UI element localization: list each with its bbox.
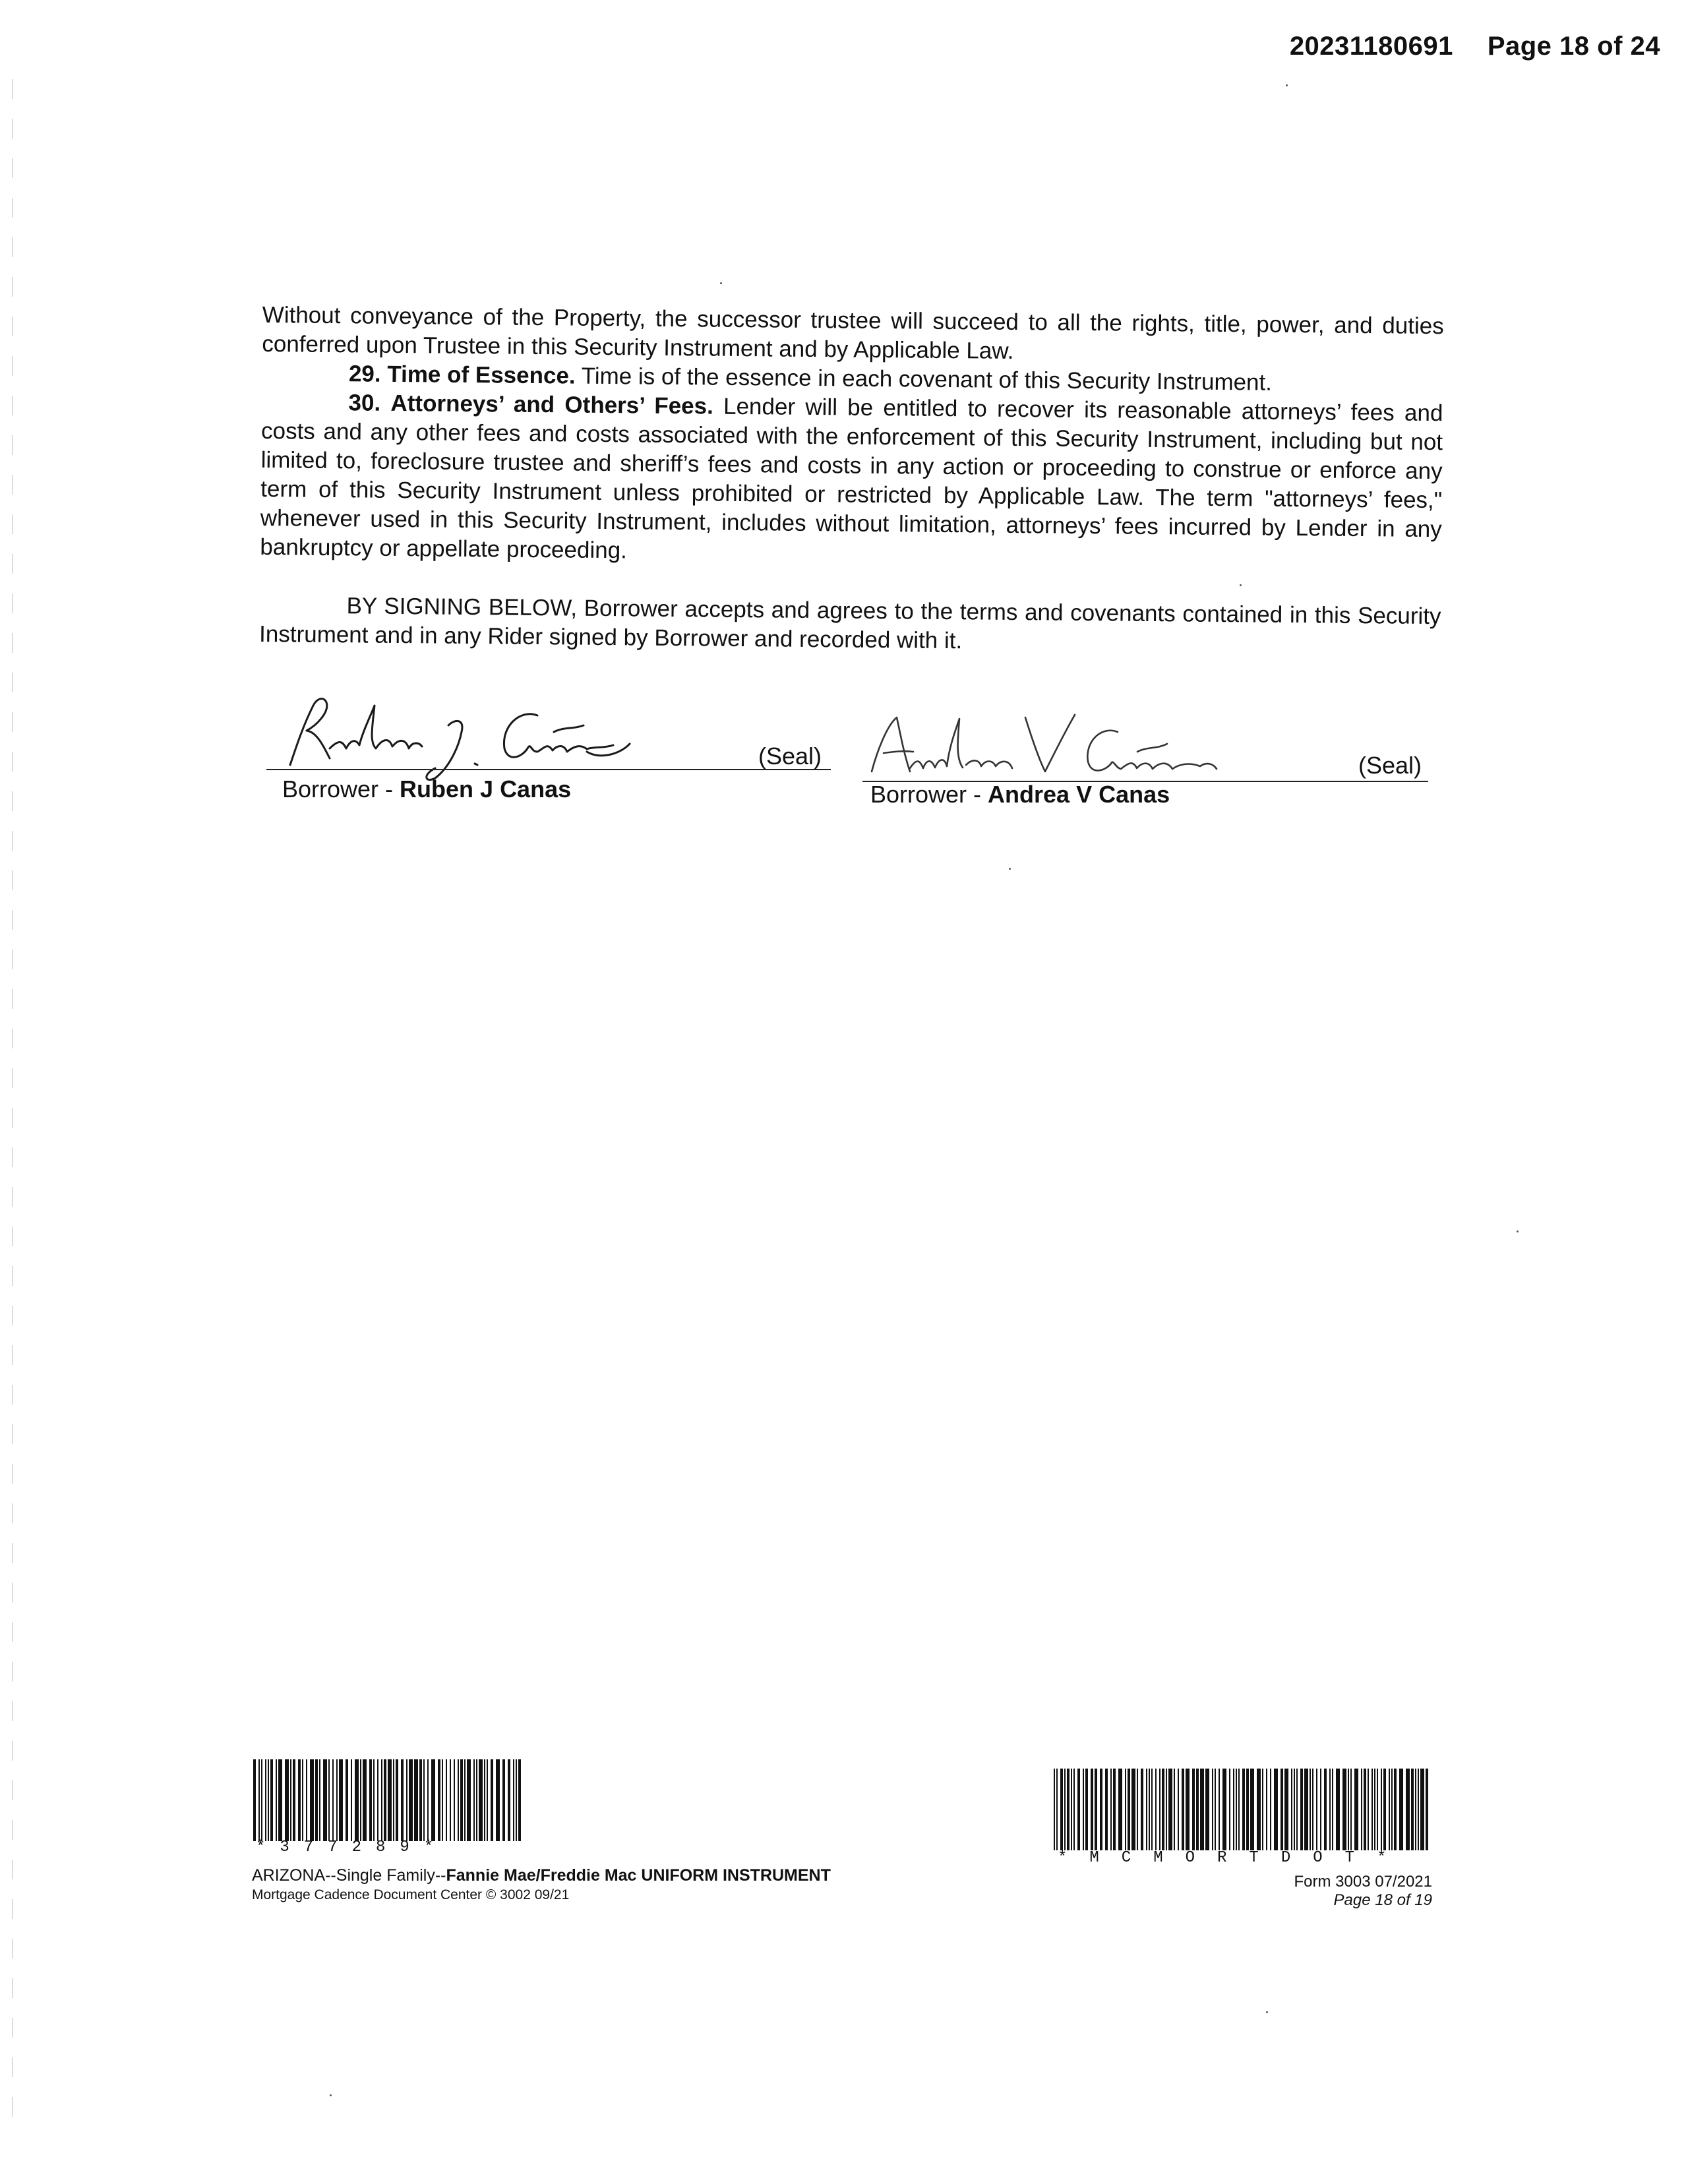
- barcode-bar: [278, 1759, 282, 1841]
- form-number: Form 3003 07/2021: [1294, 1873, 1432, 1891]
- barcode-bar: [1332, 1769, 1333, 1850]
- barcode-bar: [1324, 1769, 1327, 1850]
- barcode-bar: [476, 1759, 477, 1841]
- barcode-bar: [1200, 1769, 1204, 1850]
- barcode-bar: [360, 1759, 361, 1841]
- barcode-bar: [460, 1759, 463, 1841]
- barcode-bar: [306, 1759, 307, 1841]
- barcode-bar: [384, 1759, 386, 1841]
- barcode-bar: [1182, 1769, 1184, 1850]
- barcode-bar: [518, 1759, 521, 1841]
- barcode-bar: [1186, 1769, 1190, 1850]
- barcode-bar: [1128, 1769, 1130, 1850]
- barcode-bar: [1426, 1769, 1428, 1850]
- scan-speck: [330, 2094, 332, 2096]
- barcode-bar: [1354, 1769, 1358, 1850]
- barcode-bar: [302, 1759, 303, 1841]
- barcode-bar: [464, 1759, 466, 1841]
- scan-speck: [1517, 1230, 1519, 1232]
- barcode-bar: [346, 1759, 348, 1841]
- barcode-bar: [336, 1759, 338, 1841]
- barcode-bar: [1222, 1769, 1226, 1850]
- barcode-bar: [355, 1759, 359, 1841]
- barcode-bar: [270, 1759, 273, 1841]
- barcode-bar: [467, 1759, 471, 1841]
- barcode-bar: [406, 1759, 407, 1841]
- barcode-bar: [423, 1759, 425, 1841]
- page-header: [1290, 32, 1660, 61]
- footer-form-info: [1294, 1873, 1432, 1910]
- barcode-bar: [1381, 1769, 1382, 1850]
- barcode-bar: [1310, 1769, 1311, 1850]
- barcode-bar: [479, 1759, 483, 1841]
- barcode-bar: [1291, 1769, 1292, 1850]
- barcode-bar: [388, 1759, 392, 1841]
- barcode-bar: [1219, 1769, 1220, 1850]
- barcode-bar: [1257, 1769, 1261, 1850]
- barcode-bar: [369, 1759, 372, 1841]
- barcode-bar: [442, 1759, 443, 1841]
- barcode-bar: [1420, 1769, 1424, 1850]
- barcode-bar: [1192, 1769, 1195, 1850]
- barcode-bar: [268, 1759, 269, 1841]
- barcode-bar: [513, 1759, 514, 1841]
- barcode-bar: [1083, 1769, 1084, 1850]
- barcode-bar: [1383, 1769, 1386, 1850]
- barcode-bar: [1178, 1769, 1179, 1850]
- barcode-bar: [363, 1759, 367, 1841]
- barcode-bar: [1262, 1769, 1263, 1850]
- recording-page-label: Page 18 of 24: [1487, 32, 1660, 61]
- barcode-bar: [458, 1759, 459, 1841]
- barcode-bar: [1110, 1769, 1112, 1850]
- barcode-bar: [446, 1759, 447, 1841]
- barcode-bar: [1374, 1769, 1375, 1850]
- barcode-bar: [1320, 1769, 1321, 1850]
- barcode-bar: [1242, 1769, 1245, 1850]
- barcode-bar: [409, 1759, 413, 1841]
- barcode-left: [252, 1759, 525, 1841]
- recording-number: 20231180691: [1289, 32, 1453, 61]
- signing-statement: BY SIGNING BELOW, Borrower accepts and agrees to the terms and covenants contained in this Security Instrument and in any Rider signed by Borrower and recorded with it.: [258, 593, 1441, 654]
- barcode-bar: [1215, 1769, 1216, 1850]
- borrower-role-2: Borrower -: [870, 781, 982, 808]
- barcode-bar: [1364, 1769, 1366, 1850]
- barcode-bar: [393, 1759, 394, 1841]
- barcode-bar: [1368, 1769, 1369, 1850]
- footer-document-center: Mortgage Cadence Document Center © 3002 09/21: [252, 1887, 570, 1902]
- barcode-bar: [1095, 1769, 1097, 1850]
- barcode-bar: [293, 1759, 295, 1841]
- section-30: [260, 388, 1443, 573]
- barcode-bar: [1391, 1769, 1393, 1850]
- barcode-bar: [1270, 1769, 1271, 1850]
- barcode-right-block: [1052, 1769, 1431, 1867]
- barcode-bar: [1250, 1769, 1254, 1850]
- barcode-bar: [450, 1759, 451, 1841]
- section-29-title: Time of Essence.: [387, 361, 576, 389]
- barcode-bar: [1149, 1769, 1150, 1850]
- barcode-bar: [253, 1759, 256, 1841]
- barcode-bar: [508, 1759, 510, 1841]
- barcode-bar: [339, 1759, 343, 1841]
- barcode-bar: [1418, 1769, 1419, 1850]
- barcode-bar: [276, 1759, 277, 1841]
- barcode-bar: [1294, 1769, 1295, 1850]
- barcode-bar: [1166, 1769, 1167, 1850]
- barcode-bar: [431, 1759, 435, 1841]
- scan-speck: [1286, 84, 1288, 86]
- barcode-left-text: *377289*: [256, 1838, 448, 1856]
- barcode-bar: [1372, 1769, 1373, 1850]
- barcode-bar: [377, 1759, 378, 1841]
- seal-label-1: (Seal): [758, 743, 822, 770]
- barcode-bar: [484, 1759, 485, 1841]
- barcode-bar: [1168, 1769, 1172, 1850]
- section-29-text: Time is of the essence in each covenant of this Security Instrument.: [581, 363, 1273, 396]
- barcode-bar: [1071, 1769, 1072, 1850]
- barcode-bar: [351, 1759, 352, 1841]
- borrower-name-2: Andrea V Canas: [988, 781, 1170, 808]
- barcode-bar: [516, 1759, 517, 1841]
- barcode-bar: [1342, 1769, 1346, 1850]
- barcode-bar: [1336, 1769, 1340, 1850]
- scan-speck: [1240, 584, 1242, 586]
- barcode-bar: [1174, 1769, 1175, 1850]
- barcode-bar: [328, 1759, 330, 1841]
- barcode-bar: [1394, 1769, 1397, 1850]
- barcode-bar: [414, 1759, 418, 1841]
- barcode-bar: [1137, 1769, 1138, 1850]
- barcode-bar: [315, 1759, 318, 1841]
- barcode-bar: [1155, 1769, 1157, 1850]
- footer-title-bold: Fannie Mae/Freddie Mac UNIFORM INSTRUMENT: [446, 1866, 831, 1885]
- barcode-bar: [1196, 1769, 1199, 1850]
- signature-line-1: [266, 769, 831, 770]
- barcode-bar: [427, 1759, 429, 1841]
- barcode-bar: [1415, 1769, 1416, 1850]
- barcode-bar: [373, 1759, 375, 1841]
- footer-title-prefix: ARIZONA--Single Family--: [252, 1866, 446, 1885]
- barcode-right: [1052, 1769, 1431, 1850]
- scan-edge-artifact: [12, 79, 13, 2123]
- barcode-bar: [1067, 1769, 1070, 1850]
- barcode-bar: [487, 1759, 488, 1841]
- barcode-bar: [1329, 1769, 1331, 1850]
- barcode-bar: [502, 1759, 505, 1841]
- barcode-bar: [496, 1759, 500, 1841]
- barcode-bar: [1300, 1769, 1303, 1850]
- barcode-left-block: [252, 1759, 525, 1856]
- barcode-bar: [1312, 1769, 1313, 1850]
- barcode-bar: [1377, 1769, 1378, 1850]
- barcode-bar: [1131, 1769, 1135, 1850]
- barcode-bar: [285, 1759, 289, 1841]
- barcode-bar: [1236, 1769, 1237, 1850]
- barcode-bar: [1125, 1769, 1126, 1850]
- barcode-bar: [1054, 1769, 1055, 1850]
- borrower-role-1: Borrower -: [282, 775, 394, 803]
- barcode-bar: [1091, 1769, 1093, 1850]
- barcode-bar: [1304, 1769, 1308, 1850]
- barcode-bar: [1064, 1769, 1066, 1850]
- signature-andrea-canas: [857, 706, 1253, 785]
- barcode-bar: [1159, 1769, 1160, 1850]
- barcode-bar: [1100, 1769, 1102, 1850]
- barcode-bar: [381, 1759, 382, 1841]
- seal-label-2: (Seal): [1358, 752, 1422, 779]
- barcode-bar: [1162, 1769, 1164, 1850]
- barcode-bar: [319, 1759, 320, 1841]
- barcode-bar: [1105, 1769, 1108, 1850]
- barcode-bar: [1281, 1769, 1283, 1850]
- barcode-bar: [1060, 1769, 1063, 1850]
- barcode-bar: [1229, 1769, 1230, 1850]
- barcode-bar: [1085, 1769, 1088, 1850]
- barcode-bar: [1316, 1769, 1317, 1850]
- barcode-bar: [1350, 1769, 1352, 1850]
- barcode-bar: [1266, 1769, 1267, 1850]
- section-30-title: Attorneys’ and Others’ Fees.: [390, 390, 713, 419]
- barcode-bar: [310, 1759, 314, 1841]
- borrower-label-1: [282, 775, 571, 803]
- barcode-bar: [261, 1759, 262, 1841]
- barcode-bar: [396, 1759, 398, 1841]
- barcode-bar: [298, 1759, 301, 1841]
- borrower-label-2: [870, 781, 1170, 808]
- barcode-bar: [401, 1759, 404, 1841]
- barcode-bar: [290, 1759, 291, 1841]
- barcode-bar: [1274, 1769, 1278, 1850]
- barcode-bar: [473, 1759, 475, 1841]
- scan-speck: [1009, 868, 1011, 870]
- barcode-bar: [1238, 1769, 1240, 1850]
- section-29-number: 29.: [348, 361, 381, 387]
- barcode-bar: [454, 1759, 455, 1841]
- barcode-right-text: *MCMORTDOT*: [1058, 1849, 1409, 1867]
- section-30-text: Lender will be entitled to recover its reasonable attorneys’ fees and costs and any other fees and costs associated with the enforcement of this Security Instrument, including but not limited to, foreclosure trustee and sheriff’s fees and costs in any action or proceeding to construe or enforce any term of this Security Instrument unless prohibited or restricted by Applicable Law. The term "attorneys’ fees," whenever used in this Security Instrument, includes without limitation, attorneys’ fees incurred by Lender in any bankruptcy or appellate proceeding.: [260, 393, 1443, 564]
- barcode-bar: [1296, 1769, 1298, 1850]
- form-page-number: Page 18 of 19: [1333, 1891, 1432, 1909]
- barcode-bar: [1118, 1769, 1122, 1850]
- barcode-bar: [258, 1759, 260, 1841]
- barcode-bar: [438, 1759, 440, 1841]
- barcode-bar: [419, 1759, 422, 1841]
- barcode-bar: [1077, 1769, 1080, 1850]
- barcode-bar: [1399, 1769, 1403, 1850]
- barcode-bar: [1284, 1769, 1288, 1850]
- barcode-bar: [1361, 1769, 1362, 1850]
- barcode-bar: [1348, 1769, 1349, 1850]
- barcode-bar: [1406, 1769, 1410, 1850]
- paragraph-intro: Without conveyance of the Property, the successor trustee will succeed to all the rights, title, power, and duties conferred upon Trustee in this Security Instrument and by Applicable Law.: [262, 301, 1444, 364]
- barcode-bar: [1056, 1769, 1058, 1850]
- barcode-bar: [1113, 1769, 1116, 1850]
- barcode-bar: [1151, 1769, 1153, 1850]
- scan-speck: [720, 282, 722, 284]
- footer-form-title: [252, 1866, 831, 1885]
- barcode-bar: [491, 1759, 493, 1841]
- barcode-bar: [1246, 1769, 1249, 1850]
- barcode-bar: [1205, 1769, 1209, 1850]
- document-body: [259, 301, 1444, 660]
- borrower-name-1: Ruben J Canas: [400, 775, 572, 803]
- barcode-bar: [1411, 1769, 1414, 1850]
- barcode-bar: [1233, 1769, 1234, 1850]
- barcode-bar: [1212, 1769, 1213, 1850]
- scan-speck: [1266, 2011, 1268, 2013]
- barcode-bar: [1141, 1769, 1143, 1850]
- barcode-bar: [332, 1759, 334, 1841]
- barcode-bar: [1389, 1769, 1390, 1850]
- section-30-number: 30.: [348, 390, 381, 416]
- barcode-bar: [265, 1759, 266, 1841]
- barcode-bar: [1073, 1769, 1075, 1850]
- barcode-bar: [1146, 1769, 1147, 1850]
- barcode-bar: [323, 1759, 327, 1841]
